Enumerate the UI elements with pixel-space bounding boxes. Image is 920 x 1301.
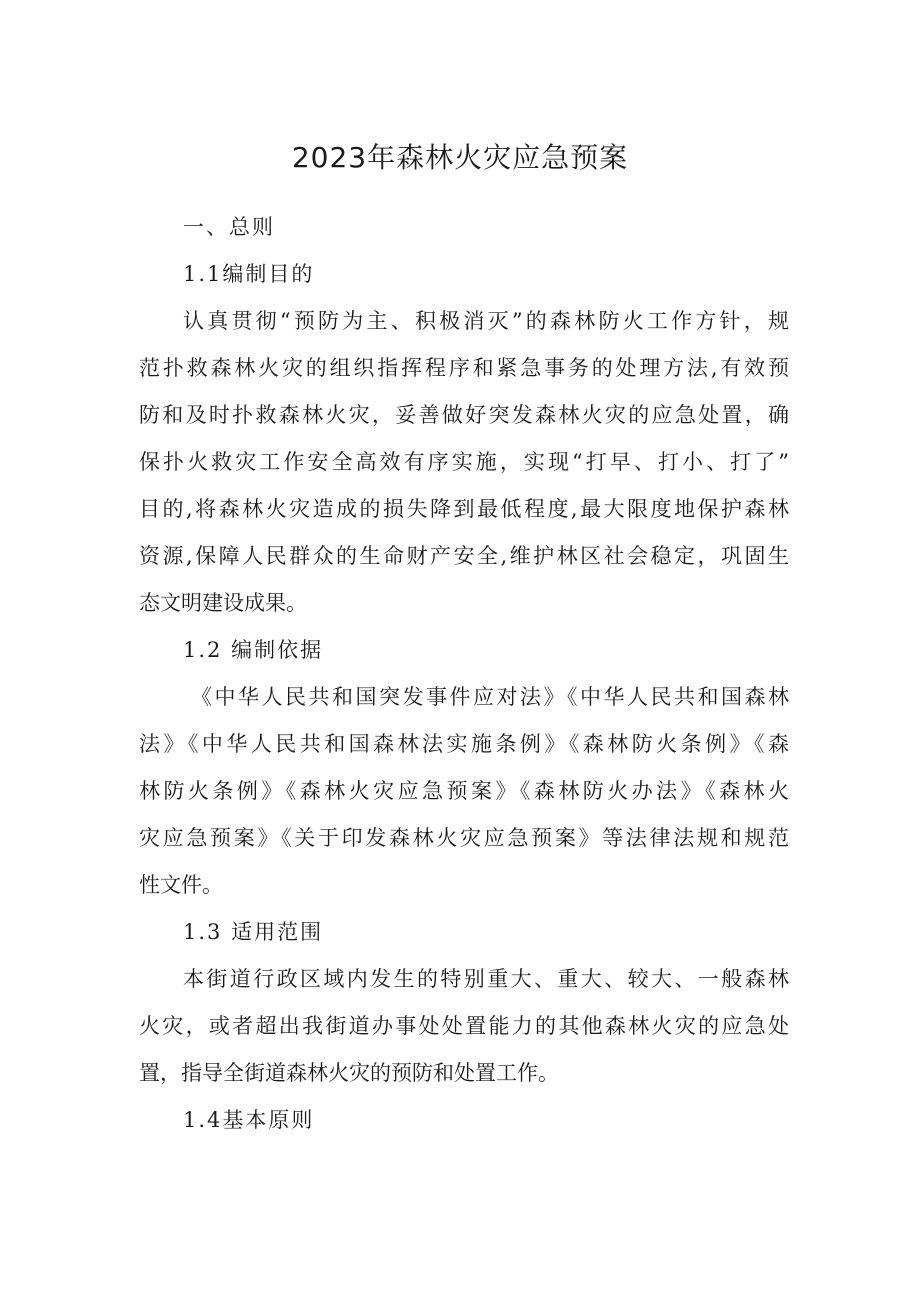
- paragraph-scope-line: 火灾，或者超出我街道办事处处置能力的其他森林火灾的应急处: [139, 1014, 789, 1038]
- paragraph-basis-line: 林防火条例》《森林火灾应急预案》《森林防火办法》《森林火: [139, 779, 789, 803]
- document-body: [139, 211, 789, 1151]
- subsection-heading-scope: 1.3 适用范围: [183, 920, 324, 944]
- paragraph-purpose-line: 资源,保障人民群众的生命财产安全,维护林区社会稳定，巩固生: [139, 544, 789, 568]
- paragraph-purpose-line: 态文明建设成果。: [139, 591, 307, 615]
- paragraph-basis-line: 法》《中华人民共和国森林法实施条例》《森林防火条例》《森: [139, 732, 789, 756]
- paragraph-scope-line: 置，指导全街道森林火灾的预防和处置工作。: [139, 1061, 559, 1085]
- subsection-heading-basis: 1.2 编制依据: [183, 638, 324, 662]
- paragraph-purpose-line: 认真贯彻“预防为主、积极消灭”的森林防火工作方针，规: [183, 309, 789, 333]
- subsection-heading-purpose: 1.1编制目的: [183, 262, 315, 286]
- paragraph-purpose-line: 保扑火救灾工作安全高效有序实施，实现“打早、打小、打了”: [139, 450, 789, 474]
- paragraph-scope-line: 本街道行政区域内发生的特别重大、重大、较大、一般森林: [183, 967, 789, 991]
- document-title: 2023年森林火灾应急预案: [291, 141, 629, 174]
- paragraph-basis-line: 灾应急预案》《关于印发森林火灾应急预案》等法律法规和规范: [139, 826, 789, 850]
- paragraph-purpose-line: 范扑救森林火灾的组织指挥程序和紧急事务的处理方法,有效预: [139, 356, 789, 380]
- paragraph-basis-line: 《中华人民共和国突发事件应对法》《中华人民共和国森林: [191, 685, 789, 709]
- section-heading-general: 一、总则: [183, 215, 275, 239]
- paragraph-purpose-line: 防和及时扑救森林火灾，妥善做好突发森林火灾的应急处置，确: [139, 403, 789, 427]
- paragraph-purpose-line: 目的,将森林火灾造成的损失降到最低程度,最大限度地保护森林: [139, 497, 789, 521]
- subsection-heading-principles: 1.4基本原则: [183, 1108, 315, 1132]
- paragraph-basis-line: 性文件。: [139, 873, 223, 897]
